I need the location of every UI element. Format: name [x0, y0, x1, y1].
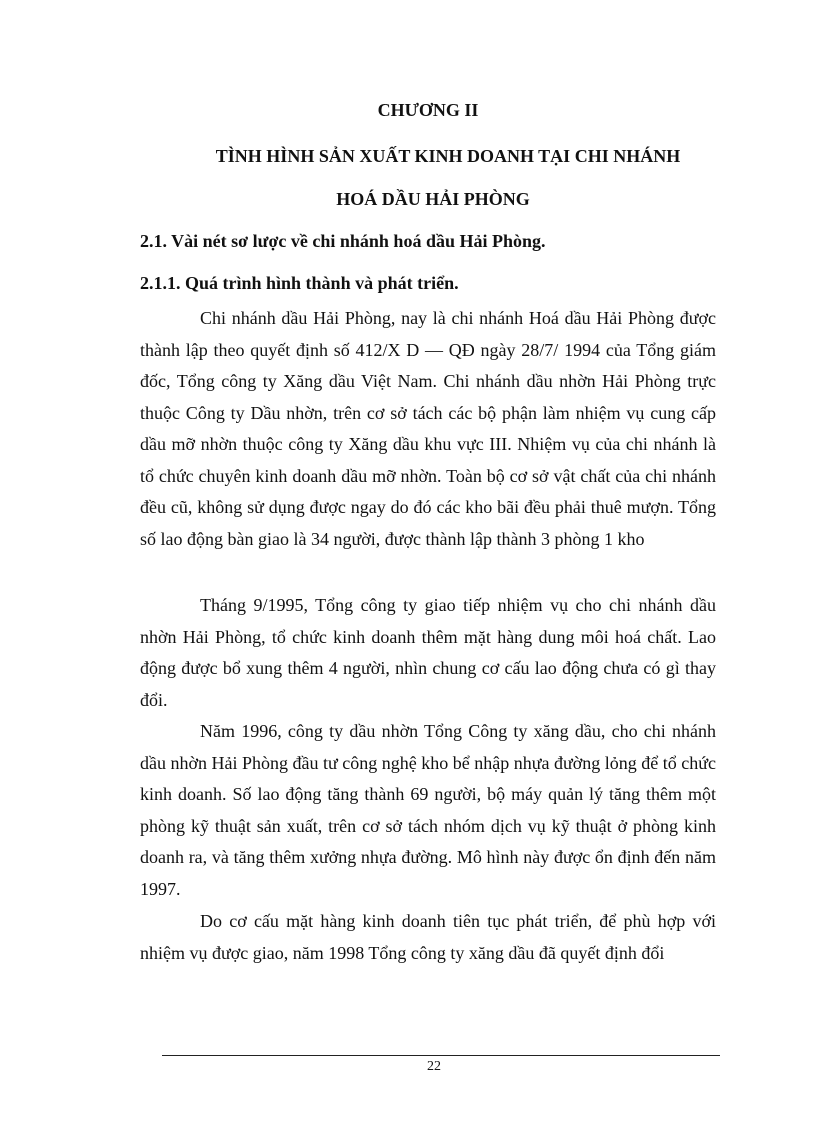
paragraph: Chi nhánh dầu Hải Phòng, nay là chi nhánh Hoá dầu Hải Phòng được thành lập theo quyết định số 412/X D — QĐ ngày 28/7/ 1994 của Tổng giám đốc, Tổng công ty Xăng dầu Việt Nam. Chi nhánh dầu nhờn Hải Phòng trực thuộc Công ty Dầu nhờn, trên cơ sở tách các bộ phận làm nhiệm vụ cung cấp dầu mỡ nhờn thuộc công ty Xăng dầu khu vực III. Nhiệm vụ của chi nhánh là tổ chức chuyên kinh doanh dầu mỡ nhờn. Toàn bộ cơ sở vật chất của chi nhánh đều cũ, không sử dụng được ngay do đó các kho bãi đều phải thuê mượn. Tổng số lao động bàn giao là 34 người, được thành lập thành 3 phòng 1 kho: [140, 308, 716, 549]
paragraph: Do cơ cấu mặt hàng kinh doanh tiên tục phát triển, để phù hợp với nhiệm vụ được giao, năm 1998 Tổng công ty xăng dầu đã quyết định đổi: [140, 911, 716, 963]
chapter-title-line-2: HOÁ DẦU HẢI PHÒNG: [336, 189, 530, 209]
paragraph: Tháng 9/1995, Tổng công ty giao tiếp nhiệm vụ cho chi nhánh dầu nhờn Hải Phòng, tổ chức kinh doanh thêm mặt hàng dung môi hoá chất. Lao động được bổ xung thêm 4 người, nhìn chung cơ cấu lao động chưa có gì thay đổi.: [140, 595, 716, 710]
chapter-number: CHƯƠNG II: [377, 100, 479, 120]
subsection-heading: 2.1.1. Quá trình hình thành và phát triển.: [140, 273, 459, 293]
chapter-title-line-1: TÌNH HÌNH SẢN XUẤT KINH DOANH TẠI CHI NHÁNH: [215, 146, 681, 166]
footer-divider: [162, 1055, 720, 1056]
paragraph: Năm 1996, công ty dầu nhờn Tổng Công ty xăng dầu, cho chi nhánh dầu nhờn Hải Phòng đầu tư công nghệ kho bể nhập nhựa đường lỏng để tổ chức kinh doanh. Số lao động tăng thành 69 người, bộ máy quản lý tăng thêm một phòng kỹ thuật sản xuất, trên cơ sở tách nhóm dịch vụ kỹ thuật ở phòng kinh doanh ra, và tăng thêm xưởng nhựa đường. Mô hình này được ổn định đến năm 1997.: [140, 721, 716, 899]
page-number: 22: [427, 1059, 441, 1074]
section-heading: 2.1. Vài nét sơ lược về chi nhánh hoá dầu Hải Phòng.: [140, 231, 546, 251]
